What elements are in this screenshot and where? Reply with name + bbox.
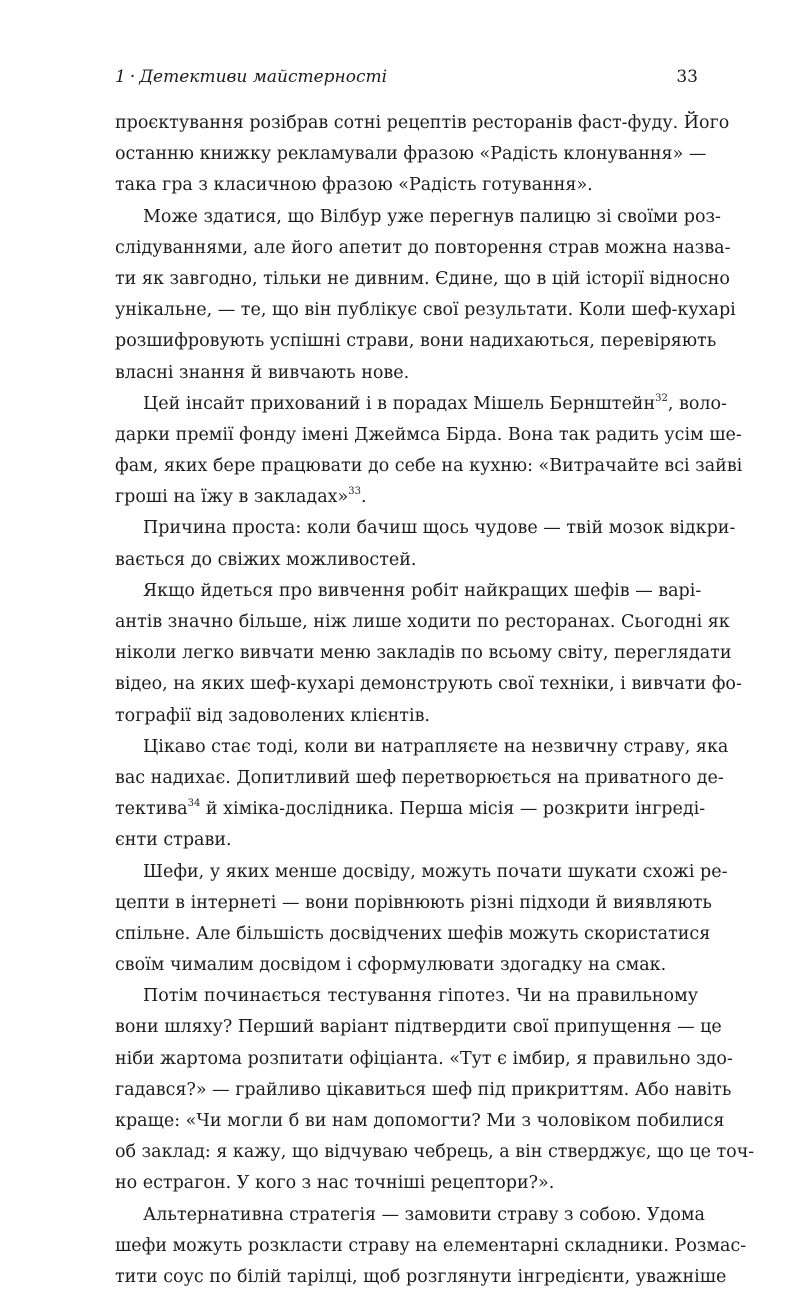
text-line bbox=[115, 170, 698, 201]
line-text: спільне. Але більшість досвідчених шефів можуть скористатися bbox=[115, 923, 711, 944]
page-header bbox=[115, 62, 698, 92]
line-text: шефи можуть розкласти страву на елементарні складники. Розмас- bbox=[115, 1235, 747, 1256]
line-text: така гра з класичною фразою «Радість готування». bbox=[115, 175, 593, 196]
text-line bbox=[115, 732, 729, 763]
body-text bbox=[115, 108, 755, 1293]
line-text: власні знання й вивчають нове. bbox=[115, 362, 410, 383]
running-head-separator: · bbox=[129, 67, 136, 87]
text-line bbox=[115, 638, 732, 669]
line-text: вас надихає. Допитливий шеф перетворюється на приватного де- bbox=[115, 767, 724, 788]
text-line bbox=[115, 389, 727, 420]
text-line bbox=[115, 825, 698, 856]
text-line bbox=[115, 981, 698, 1012]
line-text: тити соус по білій тарілці, щоб розглянути інгредієнти, уважніше bbox=[115, 1266, 727, 1287]
chapter-number: 1 bbox=[115, 67, 126, 87]
line-text: цепти в інтернеті — вони порівнюють різні підходи й виявляють bbox=[115, 892, 712, 913]
line-text: Причина проста: коли бачиш щось чудове — твій мозок відкри- bbox=[143, 518, 736, 539]
line-text: Цікаво стає тоді, коли ви натрапляєте на незвичну страву, яка bbox=[143, 736, 729, 757]
line-text: краще: «Чи могли б ви нам допомогти? Ми з чоловіком побилися bbox=[115, 1111, 725, 1131]
text-line bbox=[115, 358, 698, 389]
text-line bbox=[115, 1075, 732, 1106]
text-line bbox=[115, 482, 698, 513]
text-line bbox=[115, 1044, 733, 1075]
text-line bbox=[115, 919, 711, 950]
text-line bbox=[115, 576, 702, 607]
line-text: унікальне, — те, що він публікує свої результати. Коли шеф-кухарі bbox=[115, 300, 736, 321]
text-line bbox=[115, 295, 736, 326]
text-line bbox=[115, 1231, 747, 1262]
text-line bbox=[115, 326, 717, 357]
text-line bbox=[115, 545, 698, 576]
text-line bbox=[115, 513, 736, 544]
text-line bbox=[115, 607, 730, 638]
line-text: Потім починається тестування гіпотез. Чи на правильному bbox=[143, 986, 698, 1007]
text-line bbox=[115, 202, 721, 233]
text-line bbox=[115, 1106, 725, 1137]
text-line bbox=[115, 888, 712, 919]
line-text: єнти страви. bbox=[115, 830, 232, 851]
text-line bbox=[115, 950, 698, 981]
line-text: тографії від задоволених клієнтів. bbox=[115, 705, 430, 726]
line-text: гроші на їжу в закладах» bbox=[115, 487, 349, 508]
footnote-marker: 34 bbox=[187, 798, 201, 810]
line-text-continued: , воло- bbox=[667, 393, 727, 414]
text-line bbox=[115, 108, 730, 139]
line-text-continued: . bbox=[360, 487, 367, 508]
line-text: дарки премії фонду імені Джеймса Бірда. Вона так радить усім ше- bbox=[115, 424, 742, 445]
line-text: відео, на яких шеф-кухарі демонструють свої техніки, і вивчати фо- bbox=[115, 674, 742, 695]
line-text: Шефи, у яких менше досвіду, можуть почати шукати схожі ре- bbox=[143, 861, 728, 882]
chapter-title: Детективи майстерності bbox=[139, 67, 388, 87]
text-line bbox=[115, 763, 724, 794]
text-line bbox=[115, 1262, 727, 1293]
line-text: Цей інсайт прихований і в порадах Мішель Бернштейн bbox=[143, 393, 656, 414]
text-line bbox=[115, 451, 743, 482]
text-line bbox=[115, 1012, 722, 1043]
text-line bbox=[115, 669, 742, 700]
line-text: вається до свіжих можливостей. bbox=[115, 549, 417, 570]
line-text: своїм чималим досвідом і сформулювати здогадку на смак. bbox=[115, 955, 667, 976]
text-line bbox=[115, 420, 742, 451]
line-text: тектива bbox=[115, 799, 188, 820]
line-text: об заклад: я кажу, що відчуваю чебрець, а він стверджує, що це точ- bbox=[115, 1142, 755, 1163]
text-line bbox=[115, 264, 730, 295]
line-text: вони шляху? Перший варіант підтвердити свої припущення — це bbox=[115, 1017, 722, 1038]
text-line bbox=[115, 794, 706, 825]
text-line bbox=[115, 139, 707, 170]
footnote-marker: 32 bbox=[655, 392, 668, 404]
line-text-continued: й хіміка-дослідника. Перша місія — розкрити інгреді- bbox=[200, 799, 706, 820]
line-text: Якщо йдеться про вивчення робіт найкращих шефів — варі- bbox=[143, 580, 702, 601]
line-text: ніби жартома розпитати офіціанта. «Тут є імбир, я правильно здо- bbox=[115, 1048, 733, 1069]
line-text: но естрагон. У кого з нас точніші рецептори?». bbox=[115, 1173, 555, 1194]
running-head bbox=[115, 62, 387, 92]
line-text: розшифровують успішні страви, вони надихаються, перевіряють bbox=[115, 331, 717, 352]
line-text: Альтернативна стратегія — замовити страву з собою. Удома bbox=[143, 1204, 705, 1225]
page-number: 33 bbox=[676, 67, 698, 87]
footnote-marker: 33 bbox=[348, 486, 361, 498]
line-text: останню книжку рекламували фразою «Радість клонування» — bbox=[115, 144, 707, 165]
text-line bbox=[115, 1200, 705, 1231]
line-text: фам, яких бере працювати до себе на кухню: «Витрачайте всі зайві bbox=[115, 456, 743, 477]
text-line bbox=[115, 233, 731, 264]
line-text: проєктування розібрав сотні рецептів ресторанів фаст-фуду. Його bbox=[115, 113, 730, 133]
line-text: слідуваннями, але його апетит до повторення страв можна назва- bbox=[115, 237, 731, 258]
line-text: Може здатися, що Вілбур уже перегнув палицю зі своїми роз- bbox=[143, 206, 721, 227]
line-text: антів значно більше, ніж лише ходити по ресторанах. Сьогодні як bbox=[115, 612, 730, 632]
text-line bbox=[115, 1137, 755, 1168]
text-line bbox=[115, 701, 698, 732]
text-line bbox=[115, 1168, 698, 1199]
text-line bbox=[115, 857, 728, 888]
line-text: ніколи легко вивчати меню закладів по всьому світу, переглядати bbox=[115, 643, 732, 664]
line-text: гадався?» — грайливо цікавиться шеф під прикриттям. Або навіть bbox=[115, 1079, 732, 1100]
line-text: ти як завгодно, тільки не дивним. Єдине, що в цій історії відносно bbox=[115, 268, 730, 289]
